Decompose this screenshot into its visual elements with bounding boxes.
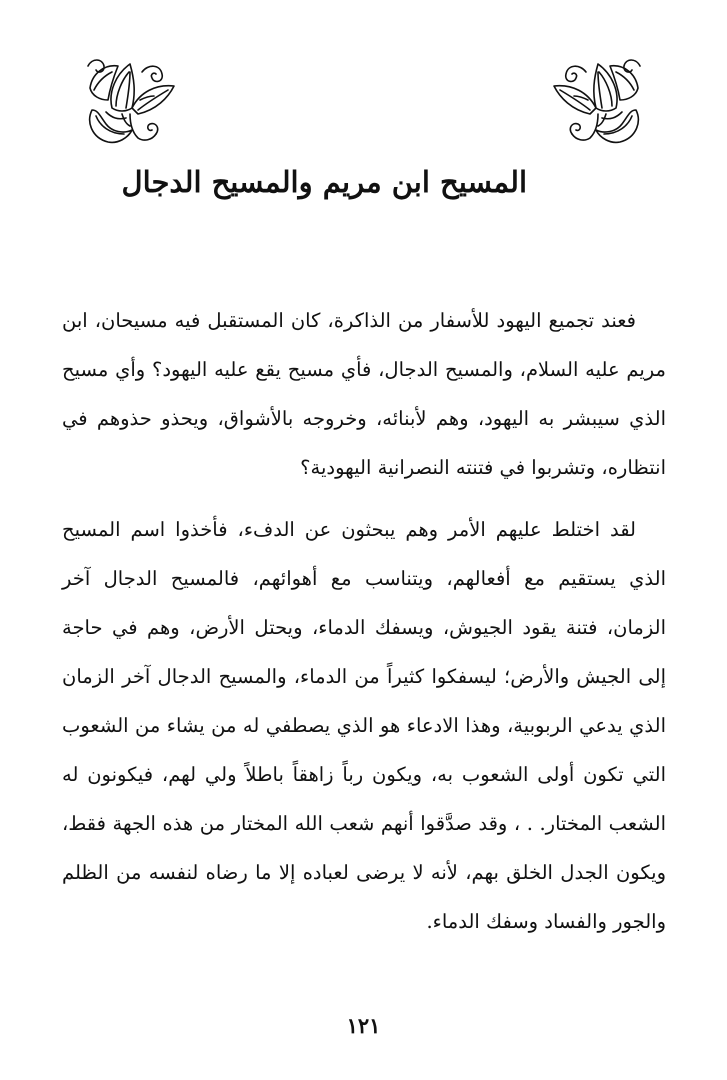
page-number: ١٢١ — [346, 1013, 381, 1038]
floral-ornament-right-icon — [548, 52, 646, 148]
paragraph-1: فعند تجميع اليهود للأسفار من الذاكرة، كان المستقبل فيه مسيحان، ابن مريم عليه السلام، والمسيح الدجال، فأي مسيح يقع عليه اليهود؟ وأي مسيح الذي سيبشر به اليهود، وهم لأبنائه، وخروجه بالأشواق، ويحذو حذوهم في انتظاره، وتشربوا في فتنته النصرانية اليهودية؟ — [62, 309, 666, 479]
paragraph-2: لقد اختلط عليهم الأمر وهم يبحثون عن الدفء، فأخذوا اسم المسيح الذي يستقيم مع أفعالهم، ويتناسب مع أهوائهم، فالمسيح الدجال آخر الزمان، فتنة يقود الجيوش، ويسفك الدماء، ويحتل الأرض، وهم في حاجة إلى الجيش والأرض؛ ليسفكوا كثيراً من الدماء، والمسيح الدجال آخر الزمان الذي يدعي الربوبية، وهذا الادعاء هو الذي يصطفي له من يشاء من الشعوب التي تكون أولى الشعوب به، ويكون رباً زاهقاً باطلاً ولي لهم، فيكونون له الشعب المختار. . ، وقد صدَّقوا أنهم شعب الله المختار من هذه الجهة فقط، ويكون الجدل الخلق بهم، لأنه لا يرضى لعباده إلا ما رضاه لنفسه من الظلم والجور والفساد وسفك الدماء. — [62, 518, 666, 933]
floral-ornament-left-icon — [82, 52, 180, 148]
chapter-title: المسيح ابن مريم والمسيح الدجال — [121, 165, 527, 199]
body-text — [62, 296, 666, 946]
